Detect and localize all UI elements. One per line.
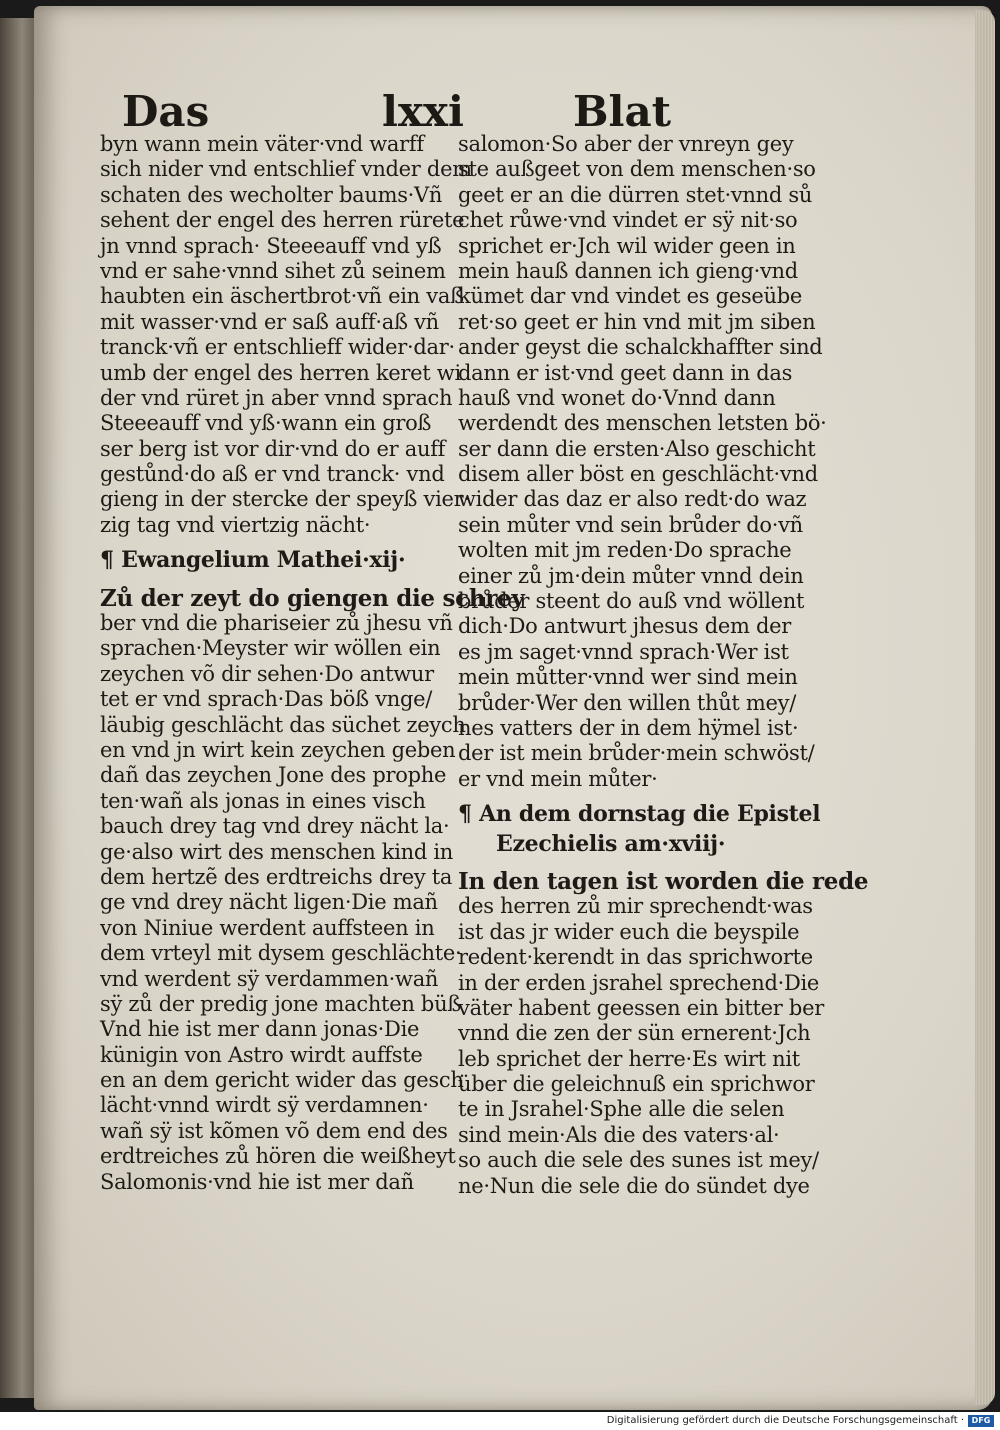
paragraph-mark-icon: ¶ <box>458 801 480 828</box>
text-line: es jm saget·vnnd sprach·Wer ist <box>458 639 789 664</box>
left-rubric-text: Ewangelium Mathei·xij· <box>121 547 406 574</box>
right-column-text-1 <box>458 132 827 792</box>
text-line: disem aller böst en geschlächt·vnd <box>458 462 818 487</box>
text-line: der vnd rüret jn aber vnnd sprach <box>100 385 453 410</box>
right-rubric-line-1 <box>458 801 821 828</box>
left-column-text-1 <box>100 132 472 538</box>
text-line: dem hertzẽ des erdtreichs drey ta <box>100 864 453 889</box>
text-line: väter habent geessen ein bitter ber <box>458 995 824 1020</box>
text-line: gieng in der stercke der speyß vier· <box>100 487 470 512</box>
text-line: en vnd jn wirt kein zeychen geben <box>100 737 456 762</box>
text-line: Zů der zeyt do giengen die schrey <box>100 584 525 612</box>
text-line: ser berg ist vor dir·vnd do er auff <box>100 436 446 461</box>
text-line: über die geleichnuß ein sprichwor <box>458 1072 815 1097</box>
text-line: zig tag vnd viertzig nächt· <box>100 512 371 537</box>
text-line: dich·Do antwurt jhesus dem der <box>458 614 791 639</box>
left-column-text-2 <box>100 584 525 1195</box>
text-line: dañ das zeychen Jone des prophe <box>100 763 447 788</box>
text-line: wolten mit jm reden·Do sprache <box>458 538 792 563</box>
footer-bar <box>0 1412 1000 1430</box>
text-line: wañ sÿ ist kõmen võ dem end des <box>100 1118 448 1143</box>
text-line: haubten ein äschertbrot·vñ ein vaß <box>100 284 464 309</box>
left-column <box>100 132 525 1195</box>
text-line: in der erden jsrahel sprechend·Die <box>458 970 820 995</box>
text-line: bauch drey tag vnd drey nächt la· <box>100 814 450 839</box>
text-line: kümet dar vnd vindet es geseübe <box>458 284 803 309</box>
text-line: brůder·Wer den willen thůt mey/ <box>458 690 797 715</box>
folio-number: lxxi <box>382 87 464 136</box>
text-line: tranck·vñ er entschlieff wider·dar· <box>100 335 455 360</box>
text-line: ne·Nun die sele die do sündet dye <box>458 1173 810 1198</box>
text-line: so auch die sele des sunes ist mey/ <box>458 1148 819 1173</box>
paragraph-mark-icon: ¶ <box>100 547 122 574</box>
right-rubric-line-2: Ezechielis am·xviij· <box>496 830 726 857</box>
text-line: vnd werdent sÿ verdammen·wañ <box>100 966 439 991</box>
text-line: mein hauß dannen ich gieng·vnd <box>458 258 798 283</box>
page-stack-edge <box>975 10 995 1405</box>
text-line: salomon·So aber der vnreyn gey <box>458 132 794 156</box>
text-line: sprachen·Meyster wir wöllen ein <box>100 636 441 661</box>
text-line: nes vatters der in dem hÿmel ist· <box>458 715 799 740</box>
text-line: der ist mein brůder·mein schwöst/ <box>458 741 815 766</box>
text-line: von Niniue werdent auffsteen in <box>100 915 435 940</box>
left-rubric <box>100 548 440 573</box>
text-line: wider das daz er also redt·do waz <box>458 487 807 512</box>
right-column <box>458 132 869 1199</box>
text-line: sind mein·Als die des vaters·al· <box>458 1122 780 1147</box>
text-line: en an dem gericht wider das gesch <box>100 1068 464 1093</box>
footer-credit: Digitalisierung gefördert durch die Deutsche Forschungsgemeinschaft · <box>606 1415 964 1426</box>
text-line: läubig geschlächt das süchet zeych <box>100 712 466 737</box>
text-line: geet er an die dürren stet·vnnd sů <box>458 182 813 207</box>
text-line: sÿ zů der predig jone machten büß <box>100 991 462 1016</box>
text-line: tet er vnd sprach·Das böß vnge/ <box>100 687 433 712</box>
text-line: ge vnd drey nächt ligen·Die mañ <box>100 890 438 915</box>
text-line: byn wann mein väter·vnd warff <box>100 132 424 156</box>
text-line: mit wasser·vnd er saß auff·aß vñ <box>100 309 439 334</box>
text-line: chet růwe·vnd vindet er sÿ nit·so <box>458 208 798 233</box>
text-line: werdendt des menschen letsten bö· <box>458 411 827 436</box>
text-line: ret·so geet er hin vnd mit jm siben <box>458 309 816 334</box>
text-line: schaten des wecholter baums·Vñ <box>100 182 443 207</box>
right-rubric-text-1: An dem dornstag die Epistel <box>479 801 821 828</box>
text-line: dann er ist·vnd geet dann in das <box>458 360 793 385</box>
dfg-logo: DFG <box>968 1415 994 1427</box>
text-line: Steeeauff vnd yß·wann ein groß <box>100 411 432 436</box>
header-right: Blat <box>573 87 672 136</box>
text-line: sehent der engel des herren rürete <box>100 208 465 233</box>
text-line: redent·kerendt in das sprichworte <box>458 945 813 970</box>
text-line: ten·wañ als jonas in eines visch <box>100 788 426 813</box>
text-line: zeychen võ dir sehen·Do antwur <box>100 661 434 686</box>
text-line: sprichet er·Jch wil wider geen in <box>458 233 796 258</box>
text-line: vnnd die zen der sün ernerent·Jch <box>458 1021 811 1046</box>
text-line: ist das jr wider euch die beyspile <box>458 919 800 944</box>
text-line: lächt·vnnd wirdt sÿ verdamnen· <box>100 1093 429 1118</box>
text-line: mein můtter·vnnd wer sind mein <box>458 665 798 690</box>
text-line: hauß vnd wonet do·Vnnd dann <box>458 385 776 410</box>
text-line: te in Jsrahel·Sphe alle die selen <box>458 1097 785 1122</box>
text-line: Salomonis·vnd hie ist mer dañ <box>100 1169 414 1194</box>
right-column-text-2 <box>458 867 869 1199</box>
text-line: brůder steent do auß vnd wöllent <box>458 589 805 614</box>
text-line: In den tagen ist worden die rede <box>458 867 869 895</box>
text-line: dem vrteyl mit dysem geschlächte· <box>100 941 462 966</box>
text-line: sich nider vnd entschlief vnder dem <box>100 157 472 182</box>
text-line: Vnd hie ist mer dann jonas·Die <box>100 1017 420 1042</box>
text-line: erdtreiches zů hören die weißheyt <box>100 1144 456 1169</box>
text-line: leb sprichet der herre·Es wirt nit <box>458 1046 800 1071</box>
text-line: jn vnnd sprach· Steeeauff vnd yß <box>100 233 442 258</box>
text-line: gestůnd·do aß er vnd tranck· vnd <box>100 462 445 487</box>
header-left: Das <box>122 87 210 136</box>
text-line: des herren zů mir sprechendt·was <box>458 894 813 919</box>
text-line: künigin von Astro wirdt auffste <box>100 1042 423 1067</box>
text-line: umb der engel des herren keret wi <box>100 360 461 385</box>
text-line: ste außgeet von dem menschen·so <box>458 157 816 182</box>
text-line: ber vnd die phariseier zů jhesu vñ <box>100 611 453 636</box>
text-line: vnd er sahe·vnnd sihet zů seinem <box>100 258 446 283</box>
text-line: ander geyst die schalckhaffter sind <box>458 335 823 360</box>
text-line: ge·also wirt des menschen kind in <box>100 839 454 864</box>
text-line: einer zů jm·dein můter vnnd dein <box>458 563 804 588</box>
text-line: sein můter vnd sein brůder do·vñ <box>458 512 803 537</box>
text-line: er vnd mein můter· <box>458 766 658 791</box>
text-line: ser dann die ersten·Also geschicht <box>458 436 816 461</box>
